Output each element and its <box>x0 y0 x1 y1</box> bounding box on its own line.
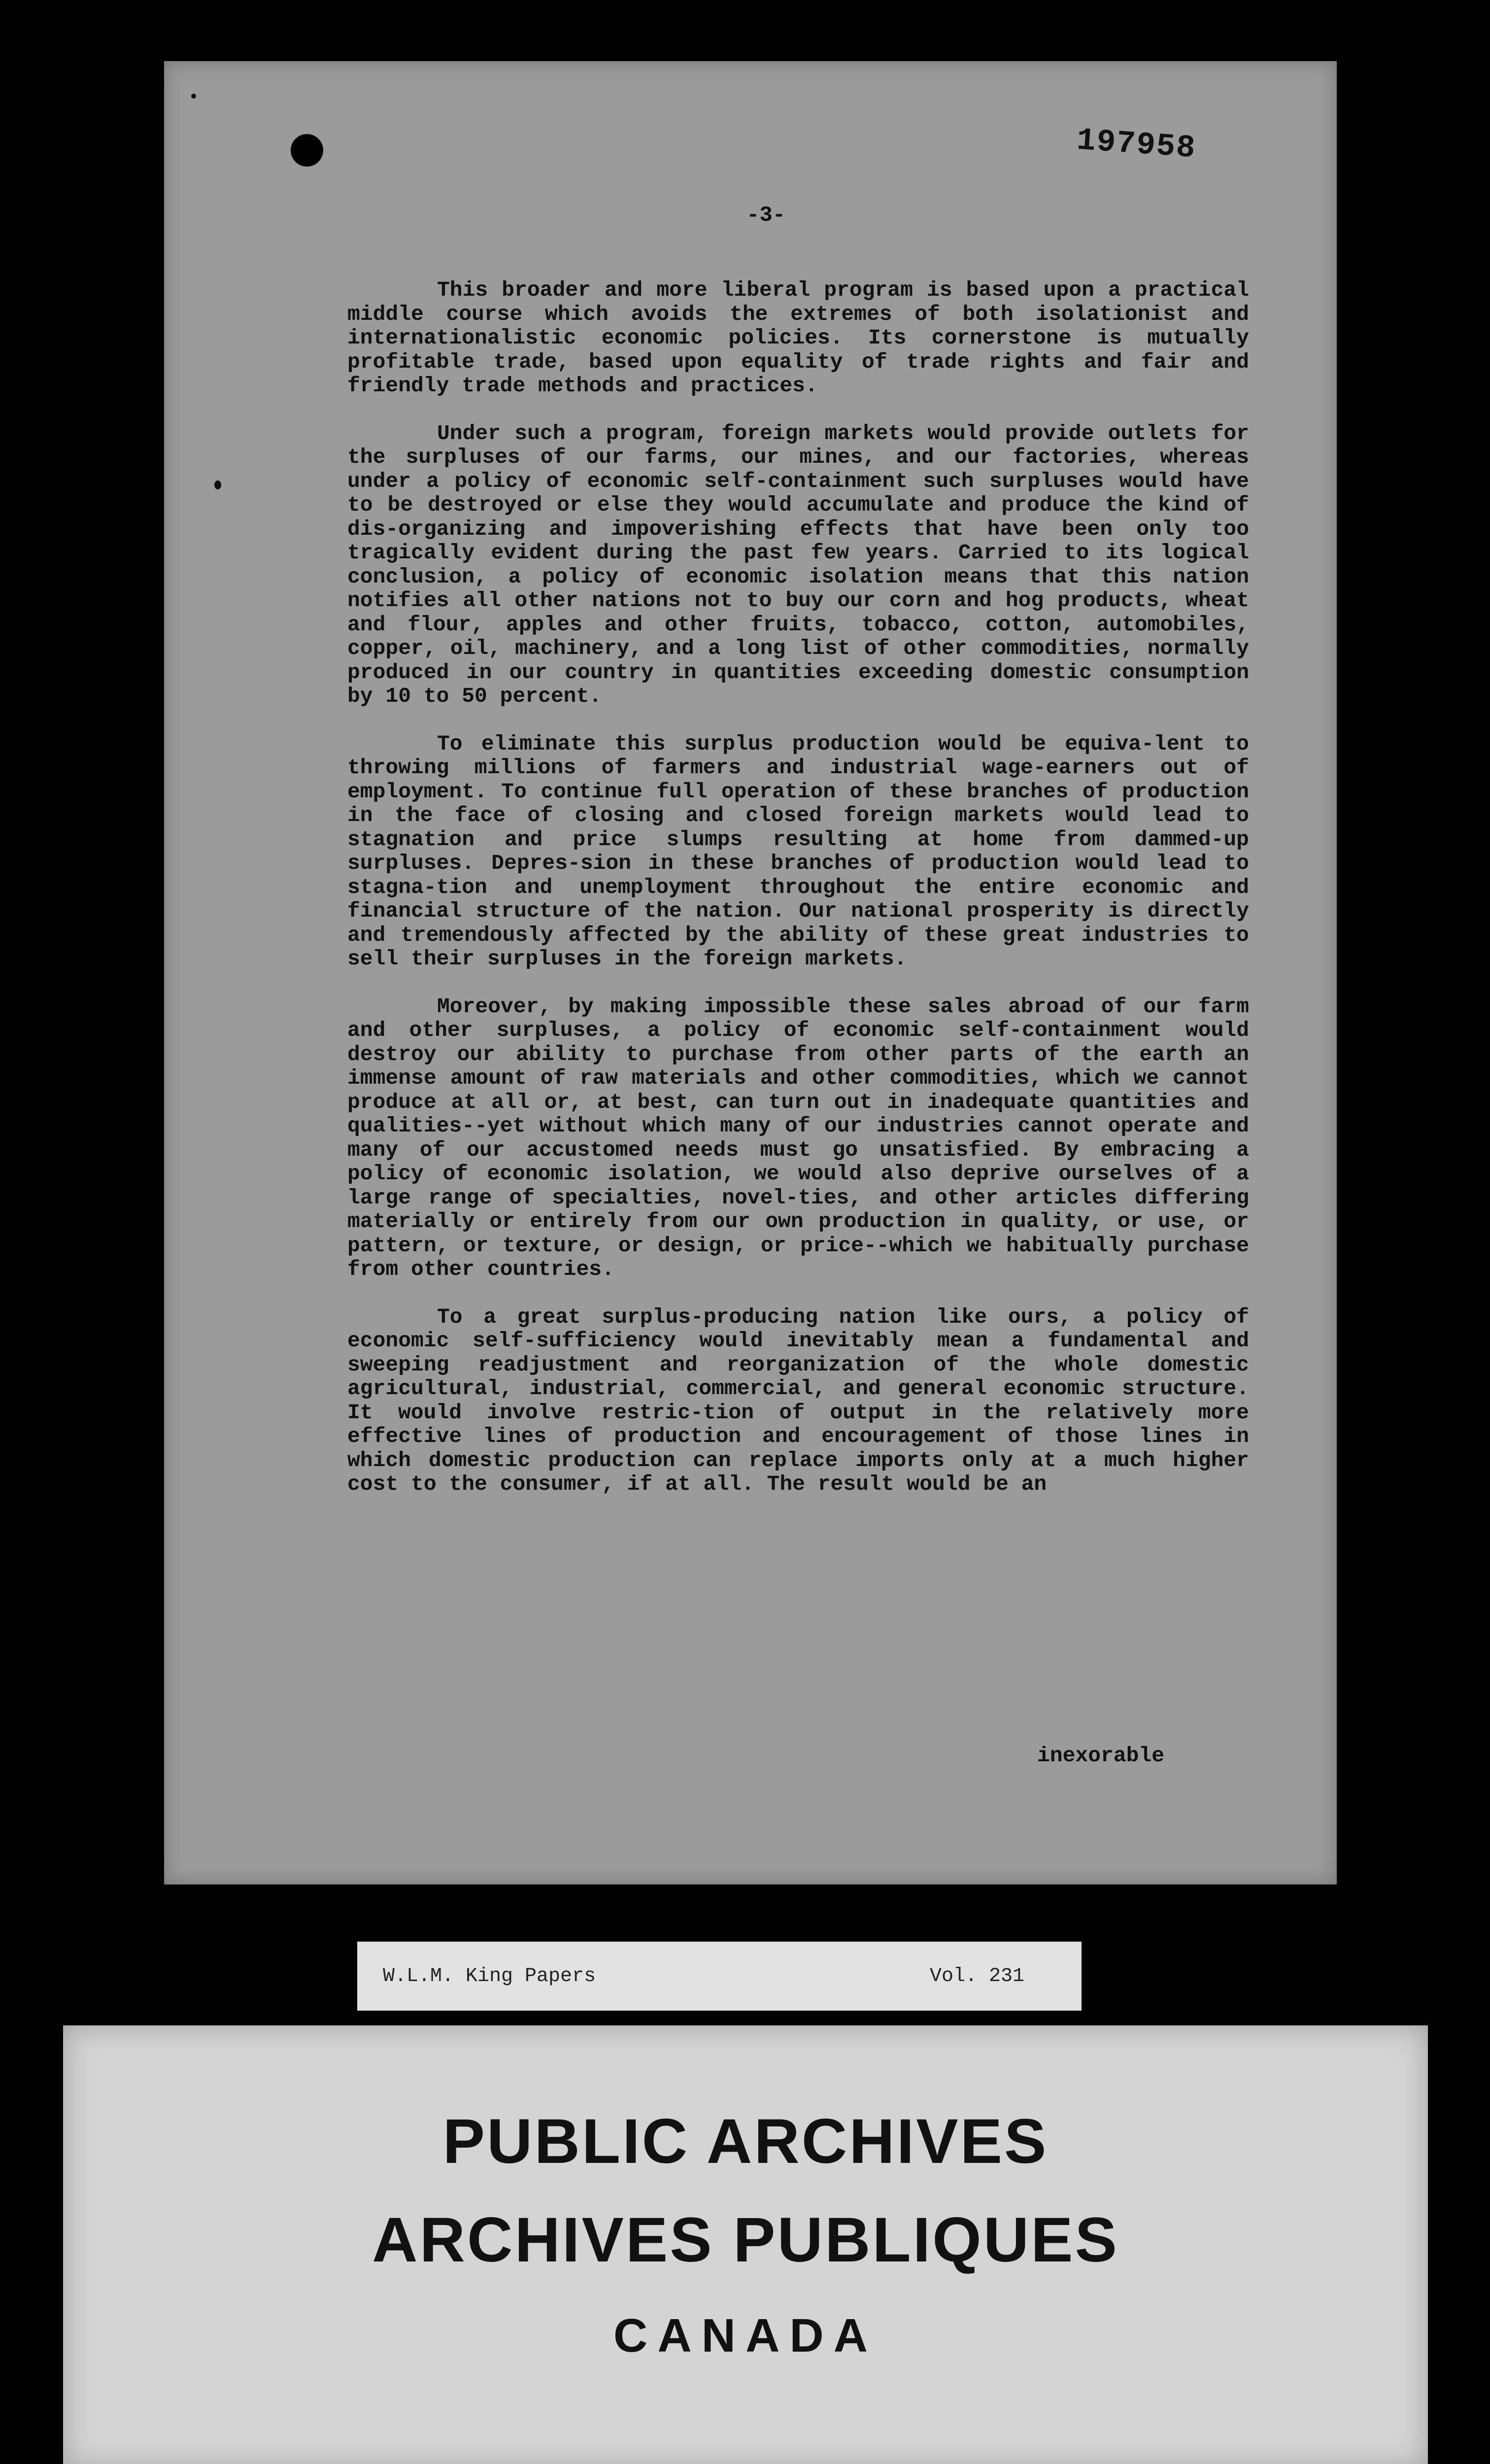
punch-hole <box>291 134 323 167</box>
archive-card <box>63 2025 1428 2464</box>
archive-title-fr: ARCHIVES PUBLIQUES <box>372 2205 1119 2275</box>
body-text <box>347 278 1249 1520</box>
volume-number: Vol. 231 <box>930 1965 1025 1987</box>
speck-mark <box>214 480 221 489</box>
page-number: -3- <box>746 203 786 228</box>
collection-label <box>357 1942 1082 2011</box>
collection-name: W.L.M. King Papers <box>383 1965 596 1987</box>
paragraph: To eliminate this surplus production would be equiva-lent to throwing millions of farmers and industrial wage-earners out of employment. To continue full operation of these branches of production in the face of closing and closed foreign markets would lead to stagnation and price slumps resulting at home from dammed-up surpluses. Depres-sion in these branches of production would lead to stagna-tion and unemployment throughout the entire economic and financial structure of the nation. Our national prosperity is directly and tremendously affected by the ability of these great industries to sell their surpluses in the foreign markets. <box>347 731 1249 971</box>
paragraph: To a great surplus-producing nation like ours, a policy of economic self-sufficiency would inevitably mean a fundamental and sweeping readjustment and reorganization of the whole domestic agricultural, industrial, commercial, and general economic structure. It would involve restric-tion of output in the relatively more effective lines of production and encouragement of those lines in which domestic production can replace imports only at a much higher cost to the consumer, if at all. The result would be an <box>347 1304 1249 1496</box>
paragraph: Under such a program, foreign markets would provide outlets for the surpluses of our farms, our mines, and our factories, whereas under a policy of economic self-containment such surpluses would have to be destroyed or else they would accumulate and produce the kind of dis-organizing and impoverishing effects that have been only too tragically evident during the past few years. Carried to its logical conclusion, a policy of economic isolation means that this nation notifies all other nations not to buy our corn and hog products, wheat and flour, apples and other fruits, tobacco, cotton, automobiles, copper, oil, machinery, and a long list of other commodities, normally produced in our country in quantities exceeding domestic consumption by 10 to 50 percent. <box>347 421 1249 708</box>
archive-title-en: PUBLIC ARCHIVES <box>442 2106 1049 2177</box>
paragraph: This broader and more liberal program is based upon a practical middle course which avoids the extremes of both isolationist and internationalistic economic policies. Its cornerstone is mutually profitable trade, based upon equality of trade rights and fair and friendly trade methods and practices. <box>347 278 1249 398</box>
paragraph: Moreover, by making impossible these sales abroad of our farm and other surpluses, a policy of economic self-containment would destroy our ability to purchase from other parts of the earth an immense amount of raw materials and other commodities, which we cannot produce at all or, at best, can turn out in inadequate quantities and qualities--yet without which many of our industries cannot operate and many of our accustomed needs must go unsatisfied. By embracing a policy of economic isolation, we would also deprive ourselves of a large range of specialties, novel-ties, and other articles differing materially or entirely from our own production in quality, or use, or pattern, or texture, or design, or price--which we habitually purchase from other countries. <box>347 994 1249 1281</box>
speck-mark <box>191 94 196 99</box>
catchword: inexorable <box>1037 1744 1165 1768</box>
archive-country: CANADA <box>613 2309 878 2362</box>
stamp-number: 197958 <box>1075 123 1197 167</box>
